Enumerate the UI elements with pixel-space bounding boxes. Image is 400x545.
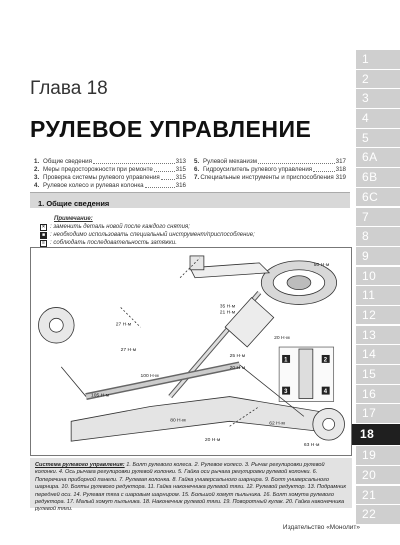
toc-number: 7. [194,174,200,181]
chapter-tab-22[interactable]: 22 [356,505,400,524]
toc-number: 3. [34,174,40,181]
toc-page: 313 [175,158,186,165]
toc-page: 319 [335,174,346,181]
toc-entry[interactable] [194,174,346,182]
toc-entry[interactable] [34,174,186,182]
chapter-tab-6В[interactable]: 6В [356,168,400,187]
torque-label: 100 Н·м [140,373,159,379]
chapter-tab-13[interactable]: 13 [356,326,400,345]
toc-number: 4. [34,182,40,189]
toc-page: 315 [175,174,186,181]
toc-left-column [34,158,186,190]
figure-caption [30,458,352,513]
note-text: : соблюдать последовательность затяжки. [50,240,177,246]
special-tool-icon: ■ [41,231,46,238]
chapter-tab-6А[interactable]: 6А [356,148,400,167]
toc-text: Меры предосторожности при ремонте [43,166,153,173]
toc-entry[interactable] [34,182,186,190]
chapter-tab-2[interactable]: 2 [356,70,400,89]
toc-text: Рулевое колесо и рулевая колонка [43,182,144,189]
chapter-tab-12[interactable]: 12 [356,306,400,325]
toc-entry[interactable] [194,166,346,174]
toc-text: Проверка системы рулевого управления [43,174,160,181]
chapter-tab-9[interactable]: 9 [356,247,400,266]
torque-label: 25 Н·м [229,353,246,359]
toc-text: Специальные инструменты и приспособления [200,174,334,181]
toc-page: 318 [335,166,346,173]
torque-label: 21 Н·м [219,310,236,316]
torque-label: 27 Н·м [115,322,132,328]
tightening-sequence-icon: ≡ [40,240,47,247]
chapter-tab-11[interactable]: 11 [356,286,400,305]
toc-entry[interactable] [194,158,346,166]
torque-label: 20 Н·м [229,365,246,371]
inset-number: 3 [284,389,288,396]
chapter-tab-4[interactable]: 4 [356,109,400,128]
chapter-label: Глава 18 [30,78,108,99]
chapter-tab-8[interactable]: 8 [356,227,400,246]
chapter-tab-1[interactable]: 1 [356,50,400,69]
toc-text: Рулевой механизм [203,158,257,165]
notes-heading: Примечание: [54,216,93,222]
toc-text: Общие сведения [43,158,92,165]
toc-leader [154,166,175,172]
toc-leader [313,166,335,172]
torque-label: 80 Н·м [170,418,186,424]
chapter-tab-5[interactable]: 5 [356,129,400,148]
replace-icon: × [40,224,47,231]
toc-leader [93,158,175,164]
section-header [30,192,350,208]
toc-leader [258,158,335,164]
steering-diagram-svg [31,248,351,455]
chapter-tab-21[interactable]: 21 [356,486,400,505]
chapter-tabs [356,50,400,525]
chapter-tab-14[interactable]: 14 [356,345,400,364]
toc-page: 316 [175,182,186,189]
toc-number: 2. [34,166,40,173]
section-title: 1. Общие сведения [38,199,110,208]
toc-number: 6. [194,166,200,173]
steering-system-diagram [30,247,352,456]
torque-label: 20 Н·м [204,438,221,444]
toc-entry[interactable] [34,166,186,174]
caption-title: Система рулевого управления: [35,462,125,468]
chapter-tab-19[interactable]: 19 [356,446,400,465]
note-item [40,239,255,247]
note-text: : необходимо использовать специальный инструмент/приспособление; [50,232,255,238]
chapter-tab-3[interactable]: 3 [356,89,400,108]
chapter-tab-7[interactable]: 7 [356,208,400,227]
note-item [40,223,255,231]
toc-entry[interactable] [34,158,186,166]
chapter-tab-10[interactable]: 10 [356,267,400,286]
torque-label: 27 Н·м [120,348,137,354]
torque-label: 105 Н·м [90,393,110,399]
toc-leader [161,174,175,180]
chapter-tab-18[interactable]: 18 [350,424,400,445]
toc-page: 317 [335,158,346,165]
torque-label: 35 Н·м [219,304,236,310]
toc-text: Гидроусилитель рулевого управления [203,166,313,173]
inset-number: 4 [323,389,328,396]
toc-number: 5. [194,158,200,165]
chapter-tab-17[interactable]: 17 [356,404,400,423]
chapter-tab-20[interactable]: 20 [356,466,400,485]
inset-number: 1 [284,357,288,364]
toc-right-column [194,158,346,182]
toc-page: 315 [175,166,186,173]
chapter-tab-6С[interactable]: 6С [356,188,400,207]
chapter-tab-16[interactable]: 16 [356,385,400,404]
note-text: : заменить деталь новой после каждого снятия; [50,224,190,230]
notes-block [40,216,255,247]
torque-label: 20 Н·м [274,336,290,342]
toc-number: 1. [34,158,40,165]
torque-label: 63 Н·м [303,443,320,449]
caption-text: 1. Болт рулевого колеса. 2. Рулевое колесо. 3. Рычаг регулировки рулевой колонки. 4. Ось рычага регулировки рулевой колонки. 5. Гайка оси рычага регулировки рулевой колонки. 6. Поперечина приборной панели. 7. Рулевая колонка. 8. Гайка универсального шарнира. 9. Болт универсального шарнира. 10. Болты рулевого редуктора. 11. Гайка наконечника рулевой тяги. 12. Рулевой редуктор. 13. Подрамник передней оси. 14. Рулевая тяга с шаровым шарниром. 15. Большой хомут пыльника. 16. Болт хомута рулевого редуктора. 17. Малый хомут пыльника. 18. Наконечник рулевой тяги. 19. Поворотный кулак. 20. Гайка наконечника рулевой тяги. [35,462,347,513]
note-item [40,231,255,239]
toc-leader [145,182,175,188]
publisher-footer: Издательство «Монолит» [282,524,360,531]
torque-label: 50 Н·м [313,262,330,268]
torque-label: 62 Н·м [269,421,285,427]
page-title: РУЛЕВОЕ УПРАВЛЕНИЕ [30,116,312,142]
chapter-tab-15[interactable]: 15 [356,365,400,384]
inset-number: 2 [323,357,328,364]
